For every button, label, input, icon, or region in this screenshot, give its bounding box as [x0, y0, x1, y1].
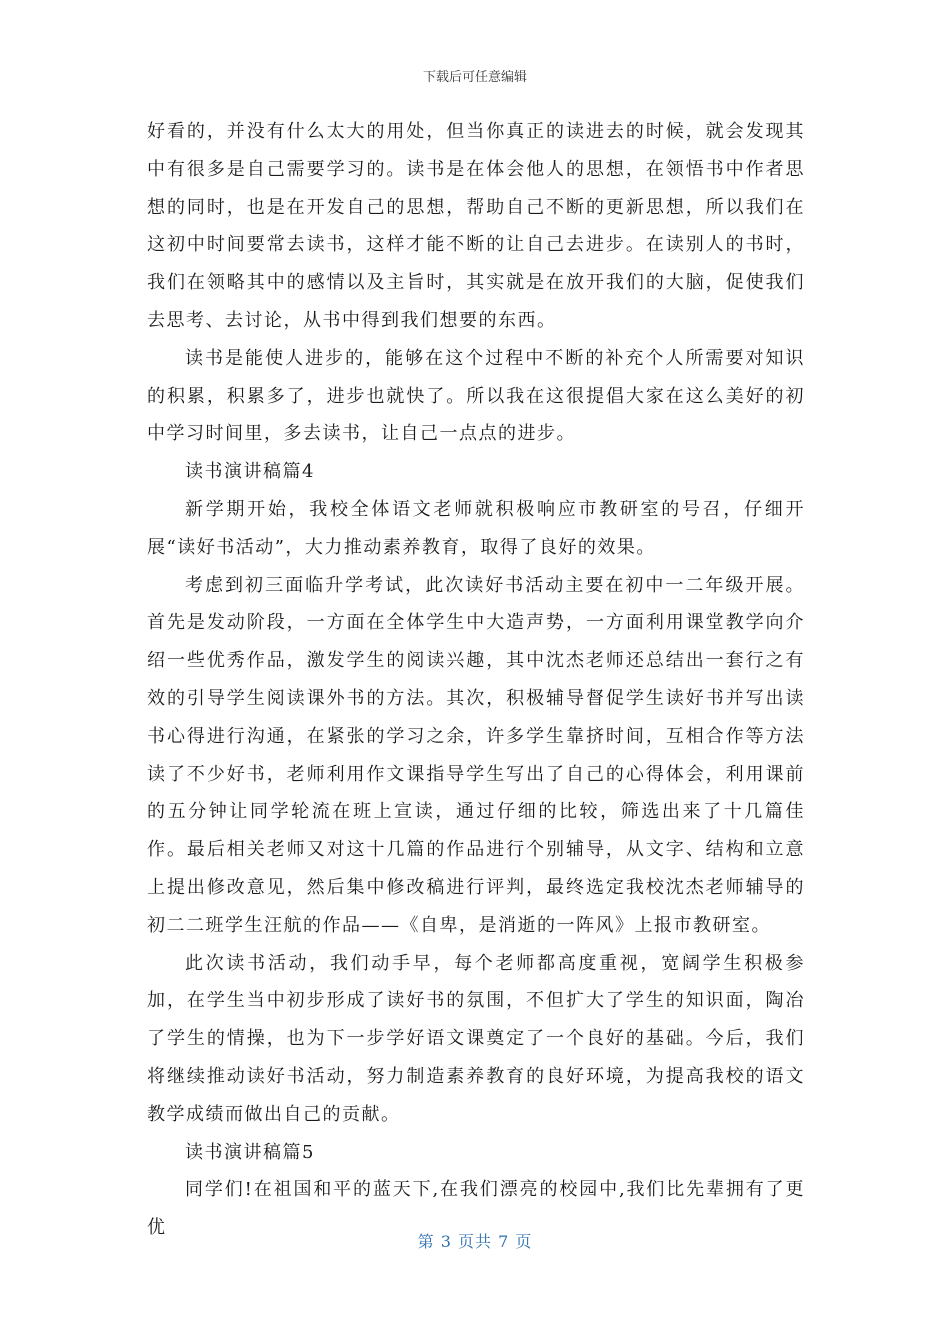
section-heading: 读书演讲稿篇4 — [185, 461, 315, 483]
page-header: 下载后可任意编辑 — [422, 70, 527, 85]
paragraph: 好看的，并没有什么太大的用处，但当你真正的读进去的时候，就会发现其中有很多是自己需要学习的。读书是在体会他人的思想，在领悟书中作者思想的同时，也是在开发自己的思想，帮助自己不断的更新思想，所以我们在这初中时间要常去读书，这样才能不断的让自己去进步。在读别人的书时，我们在领略其中的感情以及主旨时，其实就是在放开我们的大脑，促使我们去思考、去讨论，从书中得到我们想要的东西。 — [147, 121, 805, 331]
paragraph: 新学期开始，我校全体语文老师就积极响应市教研室的号召，仔细开展“读好书活动”，大力推动素养教育，取得了良好的效果。 — [147, 498, 805, 558]
page-number: 第 3 页共 7 页 — [417, 1232, 533, 1251]
paragraph: 同学们!在祖国和平的蓝天下,在我们漂亮的校园中,我们比先辈拥有了更优 — [147, 1179, 805, 1239]
paragraph: 此次读书活动，我们动手早，每个老师都高度重视，宽阔学生积极参加，在学生当中初步形成了读好书的氛围，不但扩大了学生的知识面，陶冶了学生的情操，也为下一步学好语文课奠定了一个良好的基础。今后，我们将继续推动读好书活动，努力制造素养教育的良好环境，为提高我校的语文教学成绩而做出自己的贡献。 — [147, 952, 805, 1125]
paragraph: 考虑到初三面临升学考试，此次读好书活动主要在初中一二年级开展。首先是发动阶段，一方面在全体学生中大造声势，一方面利用课堂教学向介绍一些优秀作品，激发学生的阅读兴趣，其中沈杰老师还总结出一套行之有效的引导学生阅读课外书的方法。其次，积极辅导督促学生读好书并写出读书心得进行沟通，在紧张的学习之余，许多学生靠挤时间，互相合作等方法读了不少好书，老师利用作文课指导学生写出了自己的心得体会，利用课前的五分钟让同学轮流在班上宣读，通过仔细的比较，筛选出来了十几篇佳作。最后相关老师又对这十几篇的作品进行个别辅导，从文字、结构和立意上提出修改意见，然后集中修改稿进行评判，最终选定我校沈杰老师辅导的初二二班学生汪航的作品——《自卑，是消逝的一阵风》上报市教研室。 — [147, 574, 805, 936]
paragraph: 读书是能使人进步的，能够在这个过程中不断的补充个人所需要对知识的积累，积累多了，进步也就快了。所以我在这很提倡大家在这么美好的初中学习时间里，多去读书，让自己一点点的进步。 — [147, 347, 805, 445]
document-body — [147, 113, 805, 1247]
section-heading: 读书演讲稿篇5 — [185, 1141, 315, 1163]
